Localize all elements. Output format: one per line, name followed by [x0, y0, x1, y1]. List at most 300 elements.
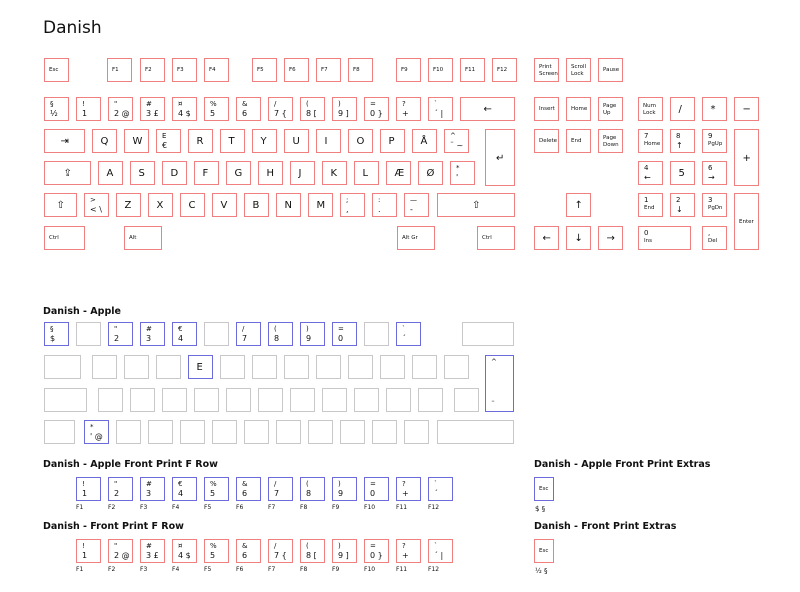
esc-key[interactable]: [534, 539, 554, 563]
key[interactable]: [566, 226, 591, 250]
key-label-0: Ctrl: [482, 235, 492, 241]
key-label-0: −: [742, 104, 751, 115]
apple-key[interactable]: [418, 388, 443, 412]
frow-key-caption: F12: [428, 504, 440, 511]
key[interactable]: [300, 97, 325, 121]
key[interactable]: [172, 97, 197, 121]
frow-key[interactable]: [300, 477, 325, 501]
apple-key[interactable]: [162, 388, 187, 412]
key-label-0: F3: [177, 67, 184, 73]
frow-key[interactable]: [396, 539, 421, 563]
key[interactable]: [284, 58, 309, 82]
key[interactable]: [98, 161, 123, 185]
key-label-0: V: [220, 200, 228, 211]
key[interactable]: [485, 129, 515, 186]
key[interactable]: [364, 97, 389, 121]
apple-key-label-1: 3: [146, 334, 152, 343]
key-label-0: ←: [483, 104, 492, 115]
key[interactable]: [148, 193, 173, 217]
key[interactable]: [204, 58, 229, 82]
key[interactable]: [268, 97, 293, 121]
key[interactable]: [44, 161, 91, 185]
key[interactable]: [492, 58, 517, 82]
apple-key[interactable]: [130, 388, 155, 412]
key-label-0: Scroll: [571, 64, 587, 70]
frow-key-caption: F1: [76, 504, 84, 511]
key-label-0: ⇧: [472, 200, 481, 211]
apple-key[interactable]: [252, 355, 277, 379]
apple-key[interactable]: [194, 388, 219, 412]
key-label-0: /: [274, 100, 277, 108]
apple-key[interactable]: [300, 322, 325, 346]
key[interactable]: [226, 161, 251, 185]
key[interactable]: [702, 161, 727, 185]
apple-key[interactable]: [108, 322, 133, 346]
key[interactable]: [638, 193, 663, 217]
apple-key[interactable]: [180, 420, 205, 444]
key-label-0: Ctrl: [49, 235, 59, 241]
key-label-0: ⇪: [63, 168, 72, 179]
key[interactable]: [92, 129, 117, 153]
frow-key-label-1: +: [402, 489, 409, 498]
frow-key[interactable]: [108, 539, 133, 563]
key-label-0: End: [571, 138, 582, 144]
frow-key-label-0: %: [210, 542, 217, 550]
key-label-1: 3 £: [146, 109, 159, 118]
frow-key-caption: F4: [172, 504, 180, 511]
frow-key-caption: F5: [204, 566, 212, 573]
key[interactable]: [477, 226, 515, 250]
page-title: Danish: [43, 18, 102, 38]
apple-key-label-1: 7: [242, 334, 248, 343]
frow-key-label-1: 3: [146, 489, 152, 498]
frow-key[interactable]: [172, 477, 197, 501]
key[interactable]: [638, 129, 663, 153]
key[interactable]: [322, 161, 347, 185]
frow-key-label-1: 8: [306, 489, 312, 498]
frow-key-caption: F3: [140, 566, 148, 573]
key[interactable]: [44, 129, 85, 153]
frow-key-label-1: 5: [210, 551, 216, 560]
frow-key-label-1: 6: [242, 489, 248, 498]
key[interactable]: [702, 193, 727, 217]
key-label-1: End: [644, 205, 655, 211]
frow-key-label-1: 4 $: [178, 551, 191, 560]
key[interactable]: [116, 193, 141, 217]
frow-key-label-1: 9 ]: [338, 551, 349, 560]
key-label-1: PgDn: [708, 205, 723, 211]
section-title-apple: Danish - Apple: [43, 306, 121, 317]
apple-key-label-0: ^: [491, 358, 497, 366]
apple-key[interactable]: [290, 388, 315, 412]
apple-key[interactable]: [124, 355, 149, 379]
key[interactable]: [566, 129, 591, 153]
esc-key-caption: $ §: [535, 505, 546, 513]
frow-key[interactable]: [268, 477, 293, 501]
key-label-0: O: [356, 136, 365, 147]
key[interactable]: [276, 193, 301, 217]
frow-key[interactable]: [76, 539, 101, 563]
key[interactable]: [44, 97, 69, 121]
apple-key-label-0: `: [402, 325, 406, 333]
frow-key[interactable]: [236, 477, 261, 501]
key-label-1: 8 [: [306, 109, 317, 118]
frow-key[interactable]: [236, 539, 261, 563]
frow-key-label-0: !: [82, 542, 85, 550]
key-label-0: ): [338, 100, 341, 108]
key-label-0: §: [50, 100, 54, 108]
key[interactable]: [460, 58, 485, 82]
key[interactable]: [140, 58, 165, 82]
key-label-1: Screen: [539, 71, 558, 77]
key[interactable]: [598, 97, 623, 121]
apple-key[interactable]: [437, 420, 514, 444]
frow-key-label-1: 5: [210, 489, 216, 498]
frow-key-label-0: =: [370, 480, 376, 488]
key-label-1: .: [378, 205, 381, 214]
key[interactable]: [566, 58, 591, 82]
key[interactable]: [598, 129, 623, 153]
key[interactable]: [308, 193, 333, 217]
key[interactable]: [404, 193, 429, 217]
key[interactable]: [534, 226, 559, 250]
apple-key[interactable]: [322, 388, 347, 412]
key-label-0: J: [298, 168, 302, 179]
apple-key[interactable]: [444, 355, 469, 379]
frow-key-label-0: (: [306, 542, 309, 550]
apple-key[interactable]: [212, 420, 237, 444]
key[interactable]: [124, 226, 162, 250]
apple-key[interactable]: [364, 322, 389, 346]
frow-key[interactable]: [172, 539, 197, 563]
key-label-1: ←: [644, 173, 651, 182]
key[interactable]: [702, 129, 727, 153]
frow-key-label-1: 1: [82, 489, 88, 498]
key[interactable]: [428, 58, 453, 82]
key[interactable]: [460, 97, 515, 121]
apple-key-label-0: /: [242, 325, 245, 333]
frow-key-caption: F10: [364, 566, 376, 573]
key[interactable]: [348, 129, 373, 153]
key-label-0: Page: [603, 135, 617, 141]
key[interactable]: [124, 129, 149, 153]
key[interactable]: [702, 226, 727, 250]
key[interactable]: [396, 58, 421, 82]
key[interactable]: [670, 161, 695, 185]
esc-key-caption: ½ §: [535, 567, 548, 575]
key-label-0: Delete: [539, 138, 558, 144]
apple-key[interactable]: [220, 355, 245, 379]
key[interactable]: [108, 97, 133, 121]
frow-key-caption: F11: [396, 504, 408, 511]
esc-key[interactable]: [534, 477, 554, 501]
frow-key[interactable]: [364, 539, 389, 563]
key-label-0: Insert: [539, 106, 555, 112]
key[interactable]: [284, 129, 309, 153]
frow-key-label-0: `: [434, 480, 438, 488]
key-label-0: C: [188, 200, 196, 211]
apple-key[interactable]: [44, 420, 75, 444]
frow-key-caption: F9: [332, 566, 340, 573]
frow-key[interactable]: [396, 477, 421, 501]
apple-key-label-1: 8: [274, 334, 280, 343]
apple-key[interactable]: [396, 322, 421, 346]
key[interactable]: [354, 161, 379, 185]
apple-key[interactable]: [462, 322, 514, 346]
key-label-0: T: [228, 136, 235, 147]
apple-key-label-1: ' @: [90, 432, 103, 441]
key-label-0: ↓: [574, 233, 583, 244]
frow-key-caption: F2: [108, 566, 116, 573]
key-label-0: D: [170, 168, 179, 179]
apple-key[interactable]: [454, 388, 479, 412]
key[interactable]: [386, 161, 411, 185]
key-label-0: —: [410, 196, 417, 204]
key-label-0: I: [324, 136, 328, 147]
apple-key[interactable]: [284, 355, 309, 379]
frow-key-caption: F8: [300, 504, 308, 511]
key[interactable]: [418, 161, 443, 185]
key[interactable]: [252, 129, 277, 153]
key[interactable]: [670, 129, 695, 153]
key-label-0: N: [284, 200, 292, 211]
frow-key-label-0: &: [242, 542, 248, 550]
frow-key[interactable]: [428, 539, 453, 563]
key[interactable]: [130, 161, 155, 185]
apple-key[interactable]: [485, 355, 514, 412]
apple-key[interactable]: [348, 355, 373, 379]
key-label-0: ?: [402, 100, 406, 108]
apple-key[interactable]: [372, 420, 397, 444]
key[interactable]: [396, 97, 421, 121]
apple-key[interactable]: [116, 420, 141, 444]
key[interactable]: [450, 161, 475, 185]
apple-key[interactable]: [276, 420, 301, 444]
key-label-1: ↓: [676, 205, 683, 214]
key[interactable]: [44, 193, 77, 217]
apple-key[interactable]: [258, 388, 283, 412]
frow-key[interactable]: [300, 539, 325, 563]
key[interactable]: [566, 97, 591, 121]
key-label-0: H: [266, 168, 275, 179]
frow-key-caption: F2: [108, 504, 116, 511]
key[interactable]: [76, 97, 101, 121]
apple-key[interactable]: [204, 322, 229, 346]
apple-key-label-0: #: [146, 325, 152, 333]
apple-key[interactable]: [404, 420, 429, 444]
key-label-0: >: [90, 196, 96, 204]
key[interactable]: [428, 97, 453, 121]
apple-key[interactable]: [236, 322, 261, 346]
key[interactable]: [252, 58, 277, 82]
frow-key[interactable]: [268, 539, 293, 563]
frow-key-label-1: 9: [338, 489, 344, 498]
key[interactable]: [316, 129, 341, 153]
apple-key[interactable]: [354, 388, 379, 412]
key-label-0: 7: [644, 132, 649, 140]
key[interactable]: [372, 193, 397, 217]
key-label-0: `: [434, 100, 438, 108]
key[interactable]: [598, 58, 623, 82]
key[interactable]: [734, 97, 759, 121]
key[interactable]: [332, 97, 357, 121]
frow-key[interactable]: [108, 477, 133, 501]
key[interactable]: [236, 97, 261, 121]
apple-key[interactable]: [156, 355, 181, 379]
key-label-0: →: [606, 233, 615, 244]
key-label-0: P: [388, 136, 395, 147]
key[interactable]: [670, 97, 695, 121]
key-label-1: Home: [644, 141, 661, 147]
key-label-1: 1: [82, 109, 88, 118]
apple-key[interactable]: [380, 355, 405, 379]
key-label-0: Num: [643, 103, 656, 109]
key[interactable]: [638, 226, 691, 250]
key-label-0: F10: [433, 67, 444, 73]
key-label-0: 5: [678, 168, 685, 179]
key-label-0: R: [196, 136, 204, 147]
frow-key-label-1: 4: [178, 489, 184, 498]
frow-key[interactable]: [140, 539, 165, 563]
key[interactable]: [140, 97, 165, 121]
apple-key-label-1: ¨: [491, 400, 495, 409]
key[interactable]: [702, 97, 727, 121]
apple-key[interactable]: [44, 355, 81, 379]
key-label-0: 8: [676, 132, 681, 140]
key[interactable]: [444, 129, 469, 153]
key[interactable]: [180, 193, 205, 217]
key[interactable]: [258, 161, 283, 185]
apple-key[interactable]: [44, 322, 69, 346]
key[interactable]: [598, 226, 623, 250]
key[interactable]: [316, 58, 341, 82]
apple-key[interactable]: [332, 322, 357, 346]
key[interactable]: [734, 193, 759, 250]
key[interactable]: [212, 193, 237, 217]
frow-key-label-1: 7: [274, 489, 280, 498]
key[interactable]: [670, 193, 695, 217]
key[interactable]: [412, 129, 437, 153]
key-label-1: 5: [210, 109, 216, 118]
apple-key-label-0: ): [306, 325, 309, 333]
key[interactable]: [107, 58, 132, 82]
key-label-1: ,: [346, 205, 349, 214]
apple-key[interactable]: [188, 355, 213, 379]
apple-key[interactable]: [386, 388, 411, 412]
frow-key-caption: F4: [172, 566, 180, 573]
apple-key[interactable]: [244, 420, 269, 444]
frow-key[interactable]: [332, 477, 357, 501]
frow-key[interactable]: [364, 477, 389, 501]
frow-key-label-0: €: [178, 480, 183, 488]
frow-key-label-0: %: [210, 480, 217, 488]
apple-key[interactable]: [98, 388, 123, 412]
frow-key-label-0: /: [274, 542, 277, 550]
frow-key[interactable]: [332, 539, 357, 563]
key-label-1: Down: [603, 142, 619, 148]
apple-key[interactable]: [140, 322, 165, 346]
key[interactable]: [734, 129, 759, 186]
frow-key-label-0: ): [338, 542, 341, 550]
key[interactable]: [638, 97, 663, 121]
key-label-0: !: [82, 100, 85, 108]
key[interactable]: [437, 193, 515, 217]
key[interactable]: [638, 161, 663, 185]
key[interactable]: [172, 58, 197, 82]
apple-key-label-1: 0: [338, 334, 344, 343]
key-label-0: *: [456, 164, 460, 172]
key[interactable]: [566, 193, 591, 217]
key[interactable]: [84, 193, 109, 217]
key[interactable]: [162, 161, 187, 185]
frow-key-caption: F9: [332, 504, 340, 511]
key[interactable]: [44, 58, 69, 82]
key-label-0: 3: [708, 196, 713, 204]
key[interactable]: [204, 97, 229, 121]
key[interactable]: [534, 97, 559, 121]
key-label-1: 0 }: [370, 109, 383, 118]
apple-key[interactable]: [226, 388, 251, 412]
frow-key-label-0: &: [242, 480, 248, 488]
apple-key[interactable]: [84, 420, 109, 444]
apple-key[interactable]: [268, 322, 293, 346]
apple-key[interactable]: [340, 420, 365, 444]
key[interactable]: [534, 58, 559, 82]
key-label-1: -: [410, 205, 413, 214]
frow-key[interactable]: [204, 477, 229, 501]
key-label-1: 9 ]: [338, 109, 349, 118]
key-label-1: ¨ ~: [450, 141, 464, 150]
key-label-1: Lock: [643, 110, 656, 116]
key[interactable]: [380, 129, 405, 153]
frow-key[interactable]: [204, 539, 229, 563]
key-label-0: ↵: [496, 152, 505, 164]
key[interactable]: [156, 129, 181, 153]
apple-key[interactable]: [44, 388, 87, 412]
key[interactable]: [397, 226, 435, 250]
apple-key[interactable]: [76, 322, 101, 346]
apple-key[interactable]: [92, 355, 117, 379]
frow-key-label-0: ": [114, 542, 118, 550]
frow-key[interactable]: [140, 477, 165, 501]
apple-key[interactable]: [148, 420, 173, 444]
key-label-1: 4 $: [178, 109, 191, 118]
frow-key[interactable]: [428, 477, 453, 501]
frow-key[interactable]: [76, 477, 101, 501]
frow-key-label-1: +: [402, 551, 409, 560]
apple-key[interactable]: [412, 355, 437, 379]
key[interactable]: [44, 226, 85, 250]
key[interactable]: [534, 129, 559, 153]
key[interactable]: [194, 161, 219, 185]
apple-key-label-1: 2: [114, 334, 120, 343]
apple-key[interactable]: [308, 420, 333, 444]
key[interactable]: [244, 193, 269, 217]
key[interactable]: [220, 129, 245, 153]
apple-key[interactable]: [172, 322, 197, 346]
section-title-front-frow: Danish - Front Print F Row: [43, 521, 184, 532]
key[interactable]: [188, 129, 213, 153]
key-label-0: F11: [465, 67, 476, 73]
key-label-0: Q: [100, 136, 109, 147]
section-title-apple-front-extras: Danish - Apple Front Print Extras: [534, 459, 711, 470]
key-label-0: :: [378, 196, 381, 204]
key[interactable]: [348, 58, 373, 82]
apple-key[interactable]: [316, 355, 341, 379]
key[interactable]: [290, 161, 315, 185]
key[interactable]: [340, 193, 365, 217]
key-label-0: F12: [497, 67, 508, 73]
